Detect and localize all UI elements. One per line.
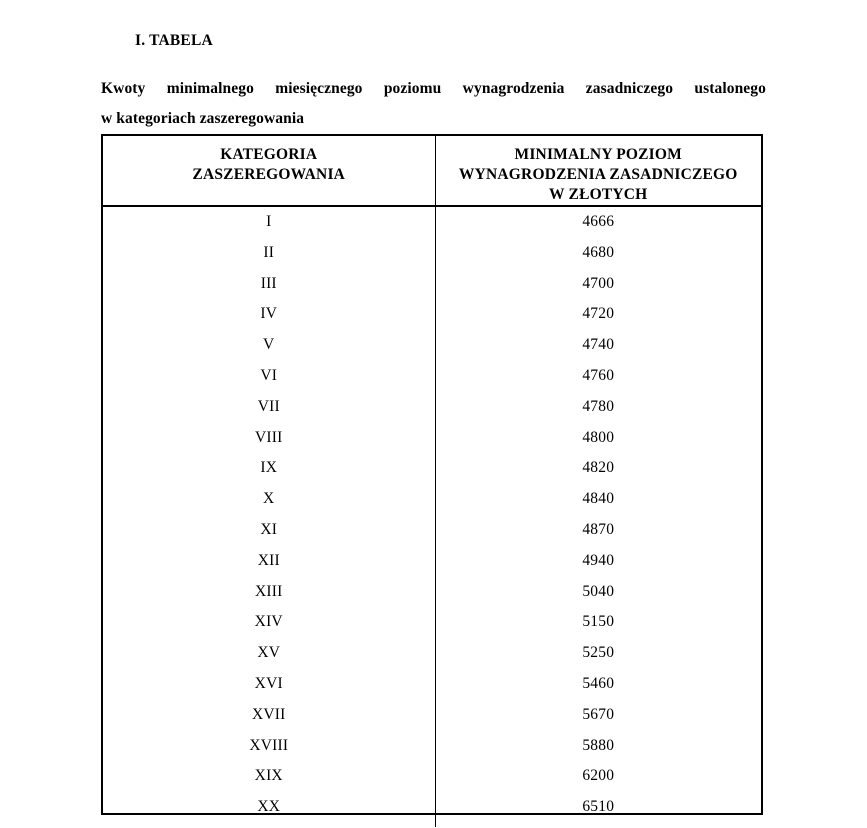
cell-amount: 4800 bbox=[582, 428, 615, 446]
cell-amount: 6200 bbox=[582, 767, 615, 785]
table-row bbox=[103, 484, 761, 515]
cell-category: II bbox=[103, 238, 435, 269]
table-row bbox=[103, 515, 761, 546]
intro-paragraph bbox=[101, 74, 766, 134]
cell-category: XVIII bbox=[103, 731, 435, 762]
column-header-amount-line-1: MINIMALNY POZIOM bbox=[514, 146, 683, 163]
table-row bbox=[103, 330, 761, 361]
cell-amount: 5670 bbox=[582, 705, 615, 723]
table-row bbox=[103, 423, 761, 454]
cell-category: IV bbox=[103, 299, 435, 330]
table-row bbox=[103, 669, 761, 700]
cell-category: XVI bbox=[103, 669, 435, 700]
cell-category: XV bbox=[103, 638, 435, 669]
cell-amount: 4680 bbox=[582, 243, 615, 261]
column-header-category-line-1: KATEGORIA bbox=[220, 146, 318, 163]
table-row bbox=[103, 607, 761, 638]
cell-category: XII bbox=[103, 546, 435, 577]
cell-category: XIII bbox=[103, 577, 435, 608]
column-header-amount bbox=[435, 136, 761, 206]
cell-amount: 4720 bbox=[582, 305, 615, 323]
cell-amount: 6510 bbox=[582, 798, 615, 816]
table-row bbox=[103, 731, 761, 762]
table-row bbox=[103, 577, 761, 608]
cell-category: XIV bbox=[103, 607, 435, 638]
table-row bbox=[103, 792, 761, 827]
salary-table-container bbox=[101, 134, 763, 815]
table-row bbox=[103, 700, 761, 731]
column-header-category bbox=[103, 136, 435, 206]
intro-line-2: w kategoriach zaszeregowania bbox=[101, 110, 305, 127]
table-row bbox=[103, 238, 761, 269]
column-header-amount-line-3: W ZŁOTYCH bbox=[549, 186, 648, 203]
cell-amount: 4870 bbox=[582, 520, 615, 538]
table-row bbox=[103, 269, 761, 300]
cell-amount: 4840 bbox=[582, 490, 615, 508]
cell-amount: 5150 bbox=[582, 613, 615, 631]
cell-amount: 5880 bbox=[582, 736, 615, 754]
table-row bbox=[103, 638, 761, 669]
cell-amount: 4940 bbox=[582, 551, 615, 569]
cell-category: I bbox=[103, 206, 435, 238]
cell-amount: 4820 bbox=[582, 459, 615, 477]
cell-amount: 4760 bbox=[582, 366, 615, 384]
table-row bbox=[103, 361, 761, 392]
cell-category: IX bbox=[103, 453, 435, 484]
cell-category: VI bbox=[103, 361, 435, 392]
cell-amount: 4780 bbox=[582, 397, 615, 415]
cell-category: XX bbox=[103, 792, 435, 827]
cell-category: XVII bbox=[103, 700, 435, 731]
cell-amount: 5250 bbox=[582, 644, 615, 662]
intro-line-1: Kwoty minimalnego miesięcznego poziomu wynagrodzenia zasadniczego ustalonego bbox=[101, 80, 766, 97]
table-header bbox=[103, 136, 761, 206]
cell-amount: 4700 bbox=[582, 274, 615, 292]
table-row bbox=[103, 453, 761, 484]
cell-category: VIII bbox=[103, 423, 435, 454]
table-row bbox=[103, 392, 761, 423]
cell-category: X bbox=[103, 484, 435, 515]
cell-category: XI bbox=[103, 515, 435, 546]
column-header-category-line-2: ZASZEREGOWANIA bbox=[192, 166, 346, 183]
cell-category: VII bbox=[103, 392, 435, 423]
cell-amount: 5040 bbox=[582, 582, 615, 600]
cell-amount: 4666 bbox=[582, 213, 615, 230]
cell-category: XIX bbox=[103, 761, 435, 792]
cell-category: V bbox=[103, 330, 435, 361]
table-row bbox=[103, 761, 761, 792]
table-row bbox=[103, 299, 761, 330]
salary-table bbox=[103, 136, 761, 827]
table-body bbox=[103, 206, 761, 827]
cell-amount: 5460 bbox=[582, 674, 615, 692]
table-row bbox=[103, 546, 761, 577]
table-row bbox=[103, 206, 761, 238]
table-header-row bbox=[103, 136, 761, 206]
cell-category: III bbox=[103, 269, 435, 300]
page-title: I. TABELA bbox=[135, 32, 213, 49]
cell-amount: 4740 bbox=[582, 336, 615, 354]
column-header-amount-line-2: WYNAGRODZENIA ZASADNICZEGO bbox=[458, 166, 738, 183]
